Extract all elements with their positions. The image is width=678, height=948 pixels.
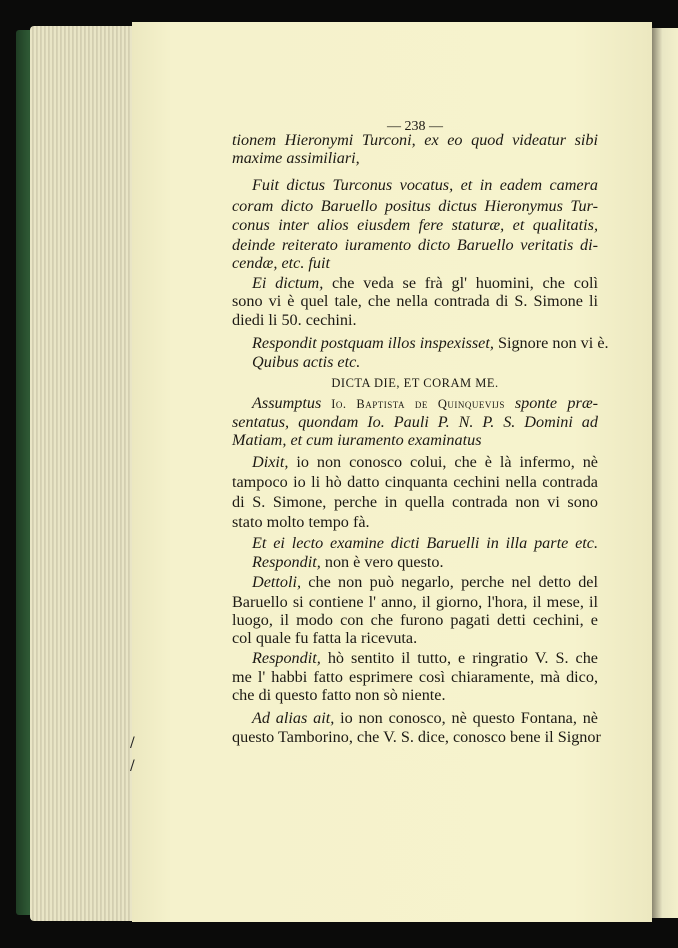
roman-text: DICTA DIE, ET CORAM ME. xyxy=(331,376,499,390)
italic-text: Respondit, xyxy=(252,553,321,571)
roman-text: Signore non vi è. xyxy=(493,334,609,352)
italic-text: Ei dictum, xyxy=(252,274,324,292)
margin-mark: / xyxy=(130,758,135,774)
italic-text: tionem Hieronymi Turconi, ex eo quod videatur sibi xyxy=(232,131,598,149)
roman-text: che di questo fatto non sò niente. xyxy=(232,686,446,704)
text-line xyxy=(232,393,598,413)
roman-text: Io. Baptista de Quinquevijs xyxy=(321,397,515,411)
margin-mark: / xyxy=(130,735,135,751)
italic-text: sponte præ- xyxy=(514,394,598,412)
text-line xyxy=(232,273,598,293)
roman-text: me l' habbi fatto esprimere così chiaramente, mà dico, xyxy=(232,668,598,686)
italic-text: Matiam, et cum iuramento examinatus xyxy=(232,431,482,449)
text-line xyxy=(232,196,598,216)
roman-text: che veda se frà gl' huomini, che colì xyxy=(323,274,598,292)
roman-text: Baruello si contiene l' anno, il giorno, l'hora, il mese, il xyxy=(232,593,598,611)
italic-text: Fuit dictus Turconus vocatus, et in eadem camera xyxy=(252,176,598,194)
italic-text: Assumptus xyxy=(252,394,322,412)
text-line xyxy=(232,592,598,612)
roman-text: questo Tamborino, che V. S. dice, conosco bene il Signor xyxy=(232,728,601,746)
italic-text: Dixit, xyxy=(252,453,289,471)
italic-text: deinde reiterato iuramento dicto Baruello veritatis di- xyxy=(232,236,598,254)
text-line xyxy=(232,373,598,393)
italic-text: Dettoli, xyxy=(252,573,302,591)
roman-text: io non conosco colui, che è là infermo, nè xyxy=(288,453,598,471)
text-line xyxy=(232,472,598,492)
roman-text: non è vero questo. xyxy=(320,553,444,571)
roman-text: io non conosco, nè questo Fontana, nè xyxy=(334,709,598,727)
text-line xyxy=(232,512,598,532)
text-line xyxy=(232,492,598,512)
text-line xyxy=(232,291,598,311)
italic-text: sentatus, quondam Io. Pauli P. N. P. S. Domini ad xyxy=(232,413,598,431)
text-line xyxy=(232,412,598,432)
text-line xyxy=(232,552,598,572)
roman-text: sono vi è quel tale, che nella contrada di S. Simone li xyxy=(232,292,598,310)
text-line xyxy=(232,175,598,195)
text-line xyxy=(232,235,598,255)
text-line xyxy=(232,628,598,648)
text-line xyxy=(232,533,598,553)
page-edges xyxy=(30,26,138,921)
text-line xyxy=(232,130,598,150)
italic-text: conus inter alios eiusdem fere staturæ, et qualitatis, xyxy=(232,216,598,234)
italic-text: coram dicto Baruello positus dictus Hieronymus Tur- xyxy=(232,197,598,215)
text-line xyxy=(232,253,598,273)
text-line xyxy=(232,685,598,705)
facing-page-edge xyxy=(652,28,678,918)
italic-text: Respondit postquam illos inspexisset, xyxy=(252,334,494,352)
text-line xyxy=(232,648,598,668)
italic-text: maxime assimiliari, xyxy=(232,149,360,167)
text-line xyxy=(232,727,601,747)
roman-text: di S. Simone, perche in quella contrada non vi sono xyxy=(232,493,598,511)
page-number: — 238 — xyxy=(387,119,443,134)
text-line xyxy=(232,148,598,168)
italic-text: cendæ, etc. fuit xyxy=(232,254,330,272)
roman-text: hò sentito il tutto, e ringratio V. S. che xyxy=(320,649,598,667)
text-line xyxy=(232,708,598,728)
roman-text: tampoco io li hò datto cinquanta cechini nella contrada xyxy=(232,473,598,491)
text-line xyxy=(232,572,598,592)
italic-text: Respondit, xyxy=(252,649,321,667)
text-line xyxy=(232,310,598,330)
text-line xyxy=(232,610,598,630)
italic-text: Quibus actis etc. xyxy=(252,353,361,371)
roman-text: luogo, il modo con che furono pagati detti cechini, e xyxy=(232,611,598,629)
text-line xyxy=(232,215,598,235)
roman-text: diedi li 50. cechini. xyxy=(232,311,357,329)
roman-text: col quale fu fatta la ricevuta. xyxy=(232,629,418,647)
roman-text: che non può negarlo, perche nel detto del xyxy=(301,573,598,591)
text-line xyxy=(232,430,598,450)
text-line xyxy=(232,667,598,687)
italic-text: Et ei lecto examine dicti Baruelli in illa parte etc. xyxy=(252,534,598,552)
text-line xyxy=(232,333,609,353)
text-line xyxy=(232,352,598,372)
italic-text: Ad alias ait, xyxy=(252,709,335,727)
roman-text: stato molto tempo fà. xyxy=(232,513,370,531)
text-line xyxy=(232,452,598,472)
